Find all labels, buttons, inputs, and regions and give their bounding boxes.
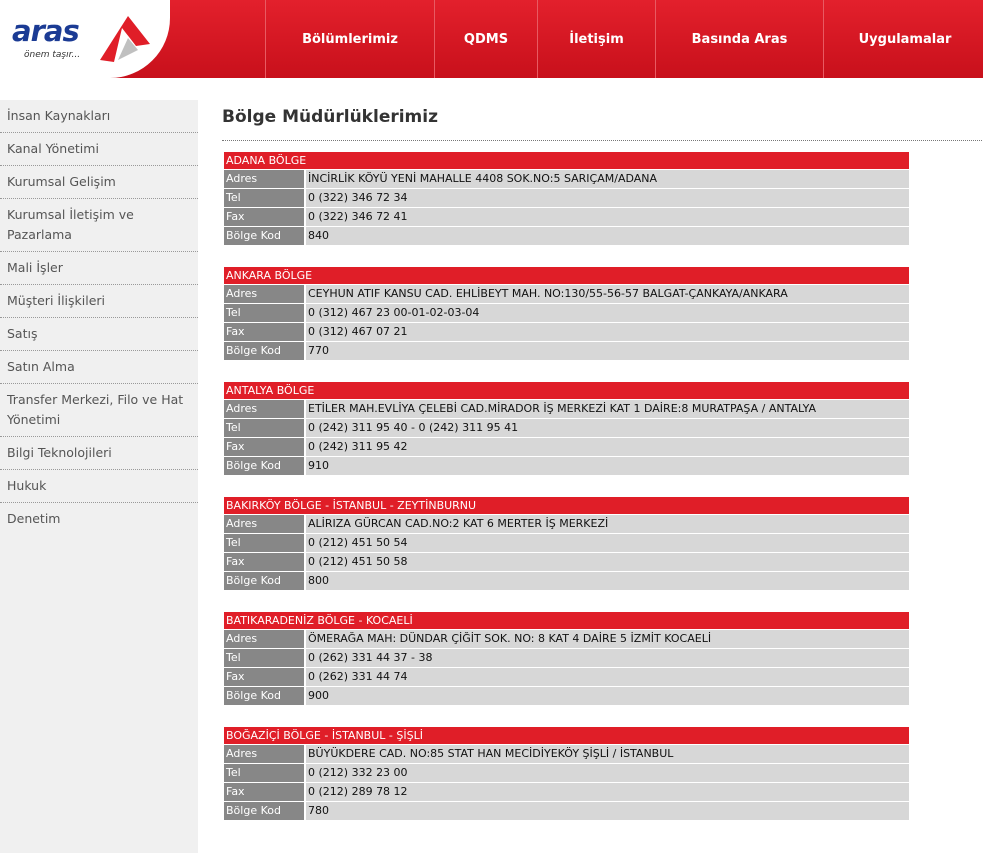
sidebar-item-transfer-merkezi[interactable]: Transfer Merkezi, Filo ve Hat Yönetimi	[0, 384, 198, 437]
row-label: Fax	[224, 323, 304, 341]
region-row-adres	[224, 400, 909, 418]
region-row-fax	[224, 208, 909, 226]
region-block	[224, 727, 909, 820]
region-row-tel	[224, 304, 909, 322]
row-label: Bölge Kod	[224, 342, 304, 360]
region-title: BOĞAZİÇİ BÖLGE - İSTANBUL - ŞİŞLİ	[224, 727, 909, 744]
sidebar-item-insan-kaynaklari[interactable]: İnsan Kaynakları	[0, 100, 198, 133]
main-nav	[265, 0, 983, 78]
row-value: 0 (212) 332 23 00	[306, 764, 909, 782]
region-row-tel	[224, 764, 909, 782]
row-value: 0 (322) 346 72 41	[306, 208, 909, 226]
region-row-adres	[224, 515, 909, 533]
row-value: ÖMERAĞA MAH: DÜNDAR ÇİĞİT SOK. NO: 8 KAT 4 DAİRE 5 İZMİT KOCAELİ	[306, 630, 909, 648]
region-row-tel	[224, 189, 909, 207]
region-row-fax	[224, 323, 909, 341]
region-row-tel	[224, 419, 909, 437]
nav-basinda-aras[interactable]: Basında Aras	[655, 0, 823, 78]
region-block	[224, 152, 909, 245]
row-label: Bölge Kod	[224, 687, 304, 705]
row-label: Tel	[224, 419, 304, 437]
row-value: 840	[306, 227, 909, 245]
row-value: 900	[306, 687, 909, 705]
page-title: Bölge Müdürlüklerimiz	[222, 107, 438, 127]
row-value: 770	[306, 342, 909, 360]
row-label: Adres	[224, 630, 304, 648]
region-title: BAKIRKÖY BÖLGE - İSTANBUL - ZEYTİNBURNU	[224, 497, 909, 514]
region-block	[224, 267, 909, 360]
row-label: Adres	[224, 400, 304, 418]
region-row-adres	[224, 745, 909, 763]
region-row-kod	[224, 572, 909, 590]
region-title: ANTALYA BÖLGE	[224, 382, 909, 399]
sidebar-item-satis[interactable]: Satış	[0, 318, 198, 351]
row-value: ETİLER MAH.EVLİYA ÇELEBİ CAD.MİRADOR İŞ MERKEZİ KAT 1 DAİRE:8 MURATPAŞA / ANTALYA	[306, 400, 909, 418]
sidebar-item-mali-isler[interactable]: Mali İşler	[0, 252, 198, 285]
region-block	[224, 382, 909, 475]
region-row-fax	[224, 783, 909, 801]
logo-tagline: önem taşır...	[24, 50, 81, 60]
region-row-tel	[224, 534, 909, 552]
row-label: Adres	[224, 745, 304, 763]
region-row-fax	[224, 438, 909, 456]
region-row-adres	[224, 285, 909, 303]
nav-qdms[interactable]: QDMS	[434, 0, 537, 78]
row-value: 0 (322) 346 72 34	[306, 189, 909, 207]
region-row-kod	[224, 802, 909, 820]
region-block	[224, 497, 909, 590]
region-row-fax	[224, 668, 909, 686]
main-content	[222, 100, 982, 817]
region-title: ADANA BÖLGE	[224, 152, 909, 169]
sidebar-item-kanal-yonetimi[interactable]: Kanal Yönetimi	[0, 133, 198, 166]
row-value: 0 (312) 467 07 21	[306, 323, 909, 341]
row-value: 0 (212) 289 78 12	[306, 783, 909, 801]
region-title: BATIKARADENİZ BÖLGE - KOCAELİ	[224, 612, 909, 629]
row-label: Bölge Kod	[224, 572, 304, 590]
row-label: Tel	[224, 649, 304, 667]
row-label: Bölge Kod	[224, 457, 304, 475]
logo[interactable]	[0, 0, 182, 78]
region-list	[224, 152, 909, 842]
region-row-adres	[224, 630, 909, 648]
row-value: İNCİRLİK KÖYÜ YENİ MAHALLE 4408 SOK.NO:5 SARIÇAM/ADANA	[306, 170, 909, 188]
row-value: 0 (212) 451 50 54	[306, 534, 909, 552]
sidebar-item-kurumsal-iletisim[interactable]: Kurumsal İletişim ve Pazarlama	[0, 199, 198, 252]
sidebar-item-satin-alma[interactable]: Satın Alma	[0, 351, 198, 384]
region-block	[224, 612, 909, 705]
row-value: 0 (312) 467 23 00-01-02-03-04	[306, 304, 909, 322]
region-row-tel	[224, 649, 909, 667]
row-label: Fax	[224, 668, 304, 686]
region-row-kod	[224, 457, 909, 475]
row-value: BÜYÜKDERE CAD. NO:85 STAT HAN MECİDİYEKÖY ŞİŞLİ / İSTANBUL	[306, 745, 909, 763]
row-label: Fax	[224, 783, 304, 801]
row-value: 0 (262) 331 44 37 - 38	[306, 649, 909, 667]
row-label: Bölge Kod	[224, 802, 304, 820]
row-value: 910	[306, 457, 909, 475]
row-value: 780	[306, 802, 909, 820]
row-value: ALİRIZA GÜRCAN CAD.NO:2 KAT 6 MERTER İŞ MERKEZİ	[306, 515, 909, 533]
row-value: CEYHUN ATIF KANSU CAD. EHLİBEYT MAH. NO:130/55-56-57 BALGAT-ÇANKAYA/ANKARA	[306, 285, 909, 303]
row-value: 0 (262) 331 44 74	[306, 668, 909, 686]
nav-bolumlerimiz[interactable]: Bölümlerimiz	[265, 0, 434, 78]
arrow-logo-icon	[92, 10, 154, 68]
region-row-kod	[224, 687, 909, 705]
row-label: Fax	[224, 553, 304, 571]
region-row-adres	[224, 170, 909, 188]
row-value: 0 (212) 451 50 58	[306, 553, 909, 571]
row-label: Adres	[224, 170, 304, 188]
sidebar-item-musteri-iliskileri[interactable]: Müşteri İlişkileri	[0, 285, 198, 318]
row-value: 0 (242) 311 95 40 - 0 (242) 311 95 41	[306, 419, 909, 437]
row-label: Fax	[224, 208, 304, 226]
row-label: Adres	[224, 515, 304, 533]
row-value: 0 (242) 311 95 42	[306, 438, 909, 456]
row-label: Tel	[224, 534, 304, 552]
row-value: 800	[306, 572, 909, 590]
region-row-fax	[224, 553, 909, 571]
region-title: ANKARA BÖLGE	[224, 267, 909, 284]
region-row-kod	[224, 342, 909, 360]
row-label: Adres	[224, 285, 304, 303]
sidebar-item-denetim[interactable]: Denetim	[7, 511, 61, 526]
region-row-kod	[224, 227, 909, 245]
sidebar	[0, 100, 198, 853]
row-label: Fax	[224, 438, 304, 456]
sidebar-item-kurumsal-gelisim[interactable]: Kurumsal Gelişim	[0, 166, 198, 199]
row-label: Tel	[224, 189, 304, 207]
nav-iletisim[interactable]: İletişim	[537, 0, 655, 78]
sidebar-item-bilgi-teknolojileri[interactable]: Bilgi Teknolojileri	[0, 437, 198, 470]
nav-uygulamalar[interactable]: Uygulamalar	[823, 0, 983, 78]
row-label: Tel	[224, 304, 304, 322]
logo-wordmark: aras	[12, 14, 79, 48]
site-header	[0, 0, 983, 78]
title-divider	[222, 140, 982, 141]
sidebar-item-hukuk[interactable]: Hukuk	[0, 470, 198, 503]
row-label: Tel	[224, 764, 304, 782]
row-label: Bölge Kod	[224, 227, 304, 245]
